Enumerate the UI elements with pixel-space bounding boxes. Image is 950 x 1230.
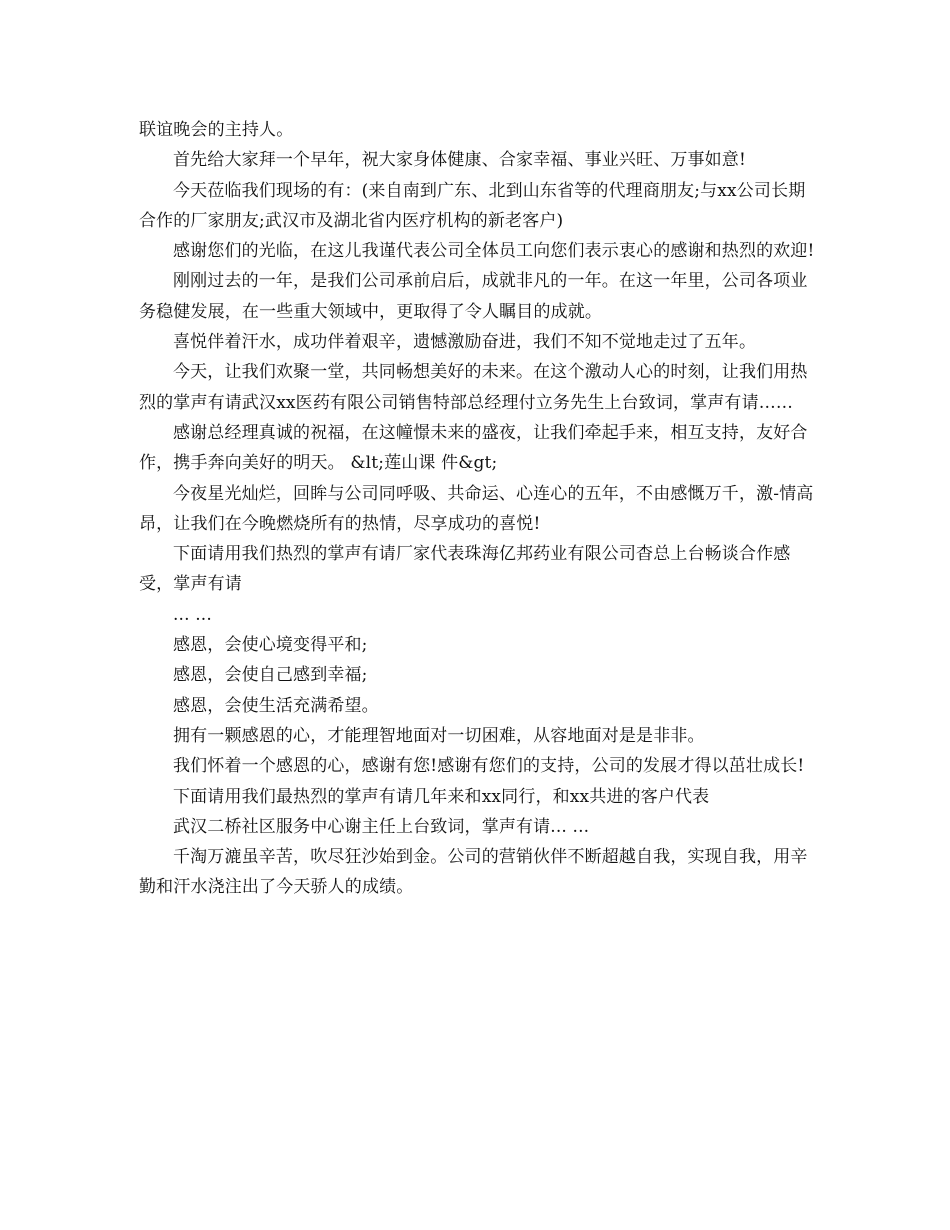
paragraph-4: 感谢您们的光临，在这儿我谨代表公司全体员工向您们表示衷心的感谢和热烈的欢迎! (173, 241, 815, 262)
paragraph-6: 喜悦伴着汗水，成功伴着艰辛，遗憾激励奋进，我们不知不觉地走过了五年。 (173, 332, 757, 353)
paragraph-7: 今天，让我们欢聚一堂，共同畅想美好的未来。在这个激动人心的时刻，让我们用热烈的掌声有请武汉xx医药有限公司销售特部总经理付立务先生上台致词，掌声有请…… (139, 362, 808, 413)
paragraph-13: 感恩，会使自己感到幸福; (173, 665, 368, 686)
paragraph-19: 千淘万漉虽辛苦，吹尽狂沙始到金。公司的营销伙伴不断超越自我，实现自我，用辛勤和汗水浇注出了今天骄人的成绩。 (139, 847, 808, 898)
paragraph-12: 感恩，会使心境变得平和; (173, 635, 368, 656)
paragraph-10: 下面请用我们热烈的掌声有请厂家代表珠海亿邦药业有限公司杳总上台畅谈合作感受，掌声有请 (139, 544, 791, 595)
paragraph-18: 武汉二桥社区服务中心谢主任上台致词，掌声有请... ... (173, 816, 590, 837)
paragraph-3: 今天莅临我们现场的有：(来自南到广东、北到山东省等的代理商朋友;与xx公司长期合作的厂家朋友;武汉市及湖北省内医疗机构的新老客户) (139, 180, 806, 231)
paragraph-17: 下面请用我们最热烈的掌声有请几年来和xx同行，和xx共进的客户代表 (173, 786, 710, 807)
paragraph-5: 刚刚过去的一年，是我们公司承前启后，成就非凡的一年。在这一年里，公司各项业务稳健发展，在一些重大领域中，更取得了令人瞩目的成就。 (139, 271, 808, 322)
paragraph-14: 感恩，会使生活充满希望。 (173, 695, 379, 716)
document-body (139, 115, 819, 903)
paragraph-8: 感谢总经理真诚的祝福，在这幢憬未来的盛夜，让我们牵起手来，相互支持，友好合作，携手奔向美好的明天。 &lt;莲山课 件&gt; (139, 422, 808, 474)
paragraph-15: 拥有一颗感恩的心，才能理智地面对一切困难，从容地面对是是非非。 (173, 725, 705, 746)
paragraph-9: 今夜星光灿烂，回眸与公司同呼吸、共命运、心连心的五年，不由感慨万千，激-情高昂，让我们在今晚燃烧所有的热情，尽享成功的喜悦! (139, 483, 814, 534)
paragraph-2: 首先给大家拜一个早年，祝大家身体健康、合家幸福、事业兴旺、万事如意! (173, 150, 746, 171)
paragraph-11: ... ... (173, 604, 212, 625)
paragraph-16: 我们怀着一个感恩的心，感谢有您!感谢有您们的支持，公司的发展才得以茁壮成长! (173, 756, 805, 777)
paragraph-1: 联谊晚会的主持人。 (139, 120, 294, 140)
